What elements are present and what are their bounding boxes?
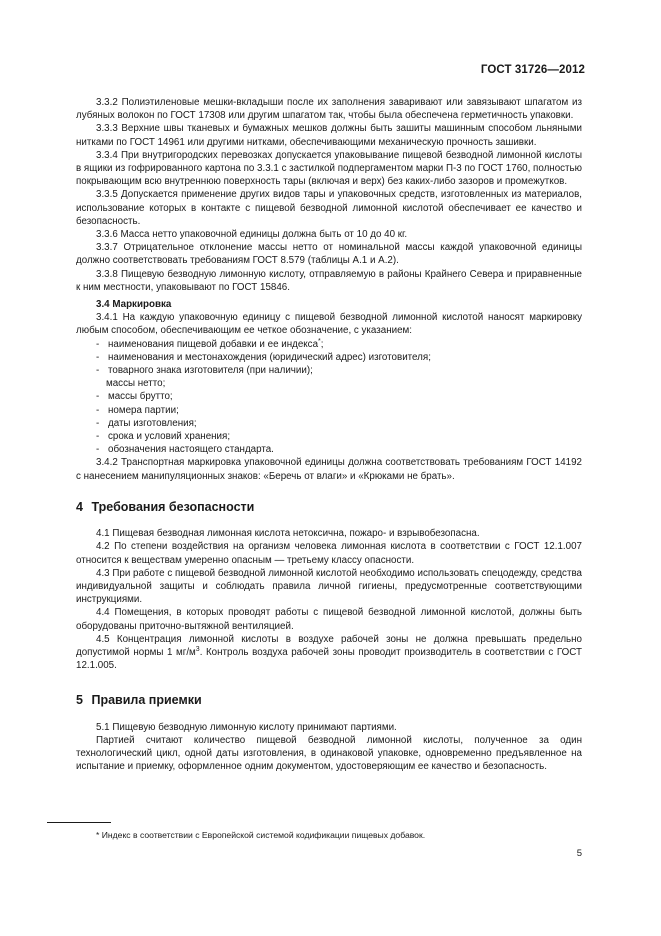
paragraph-3-4-2: 3.4.2 Транспортная маркировка упаковочной единицы должна соответствовать требованиям ГОСТ 14192 с нанесением манипуляционных знаков: «Беречь от влаги» и «Крюками не брать». xyxy=(76,457,582,482)
paragraph-4-5: 4.5 Концентрация лимонной кислоты в воздухе рабочей зоны не должна превышать предельно допустимой нормы 1 $мг/м^3$. Контроль воздуха рабочей зоны проводит производитель в соответствии с ГОСТ 12.1.005. xyxy=(76,633,582,672)
list-item: - срока и условий хранения; xyxy=(96,431,231,443)
marking-list xyxy=(76,338,582,457)
footnote-marker: * xyxy=(318,337,321,345)
section-heading-5: 5 Правила приемки xyxy=(76,693,202,708)
paragraph-3-3-7: 3.3.7 Отрицательное отклонение массы нетто от номинальной массы каждой упаковочной единицы должно соответствовать требованиям ГОСТ 8.579 (таблицы А.1 и А.2). xyxy=(76,242,582,267)
paragraph-3-3-4: 3.3.4 При внутригородских перевозках допускается упаковывание пищевой безводной лимонной кислоты в ящики из гофрированного картона по 3.3.1 с застилкой подпергаментом марки П-3 по ГОСТ 1760, полностью покрывающим всю внутреннюю поверхность тары (включая и верх) без каких-либо зазоров и промежутков. xyxy=(76,149,582,188)
paragraph-4-4: 4.4 Помещения, в которых проводят работы с пищевой безводной лимонной кислотой, должны быть оборудованы приточно-вытяжной вентиляцией. xyxy=(76,607,582,632)
paragraph-4-2: 4.2 По степени воздействия на организм человека лимонная кислота в соответствии с ГОСТ 12.1.007 относится к веществам умеренно опасным — третьему классу опасности. xyxy=(76,541,582,566)
paragraph-5-1: 5.1 Пищевую безводную лимонную кислоту принимают партиями. xyxy=(96,721,397,733)
subsection-heading-3-4: 3.4 Маркировка xyxy=(96,299,172,311)
list-item: массы нетто; xyxy=(106,378,166,390)
paragraph-4-3: 4.3 При работе с пищевой безводной лимонной кислотой необходимо использовать спецодежду, средства индивидуальной защиты и соблюдать правила личной гигиены, предусмотренные соответствующими инструкциями. xyxy=(76,567,582,606)
paragraph-3-4-1: 3.4.1 На каждую упаковочную единицу с пищевой безводной лимонной кислотой наносят маркировку любым способом, обеспечивающим ее четкое обозначение, с указанием: xyxy=(76,312,582,337)
list-item: - массы брутто; xyxy=(96,391,173,403)
paragraph-3-3-2: 3.3.2 Полиэтиленовые мешки-вкладыши после их заполнения заваривают или завязывают шпагатом из лубяных волокон по ГОСТ 17308 или другим шпагатом так, чтобы была обеспечена герметичность упаковки. xyxy=(76,97,582,122)
paragraph-3-3-6: 3.3.6 Масса нетто упаковочной единицы должна быть от 10 до 40 кг. xyxy=(96,229,408,241)
page-body xyxy=(76,96,582,773)
document-id: ГОСТ 31726—2012 xyxy=(480,64,585,76)
list-item: - наименования пищевой добавки и ее индекса*; xyxy=(96,337,324,350)
paragraph-5-1-lot-definition: Партией считают количество пищевой безводной лимонной кислоты, полученное за один технологический цикл, одной даты изготовления, в одинаковой упаковке, одновременно предъявленное на испытание и приемку, оформленное одним документом, удостоверяющим ее качество и безопасность. xyxy=(76,734,582,773)
list-item: - наименования и местонахождения (юридический адрес) изготовителя; xyxy=(96,351,431,363)
paragraph-3-3-8: 3.3.8 Пищевую безводную лимонную кислоту, отправляемую в районы Крайнего Севера и приравненные к ним местности, упаковывают по ГОСТ 15846. xyxy=(76,268,582,293)
paragraph-3-3-3: 3.3.3 Верхние швы тканевых и бумажных мешков должны быть зашиты машинным способом льняными нитками по ГОСТ 14961 или другими нитками, обеспечивающими механическую прочность зашивки. xyxy=(76,123,582,148)
list-item: - даты изготовления; xyxy=(96,417,197,429)
list-item: - номера партии; xyxy=(96,404,179,416)
footnote-separator xyxy=(47,822,111,823)
section-heading-4: 4 Требования безопасности xyxy=(76,499,255,514)
list-item: - обозначения настоящего стандарта. xyxy=(96,444,274,456)
page-number: 5 xyxy=(576,848,582,859)
footnote: * Индекс в соответствии с Европейской системой кодификации пищевых добавок. xyxy=(96,830,426,840)
list-item: - товарного знака изготовителя (при наличии); xyxy=(96,365,313,377)
paragraph-4-1: 4.1 Пищевая безводная лимонная кислота нетоксична, пожаро- и взрывобезопасна. xyxy=(96,528,480,540)
paragraph-3-3-5: 3.3.5 Допускается применение других видов тары и упаковочных средств, изготовленных из материалов, использование которых в контакте с пищевой безводной лимонной кислотой обеспечивает ее качество и безопасность. xyxy=(76,189,582,227)
